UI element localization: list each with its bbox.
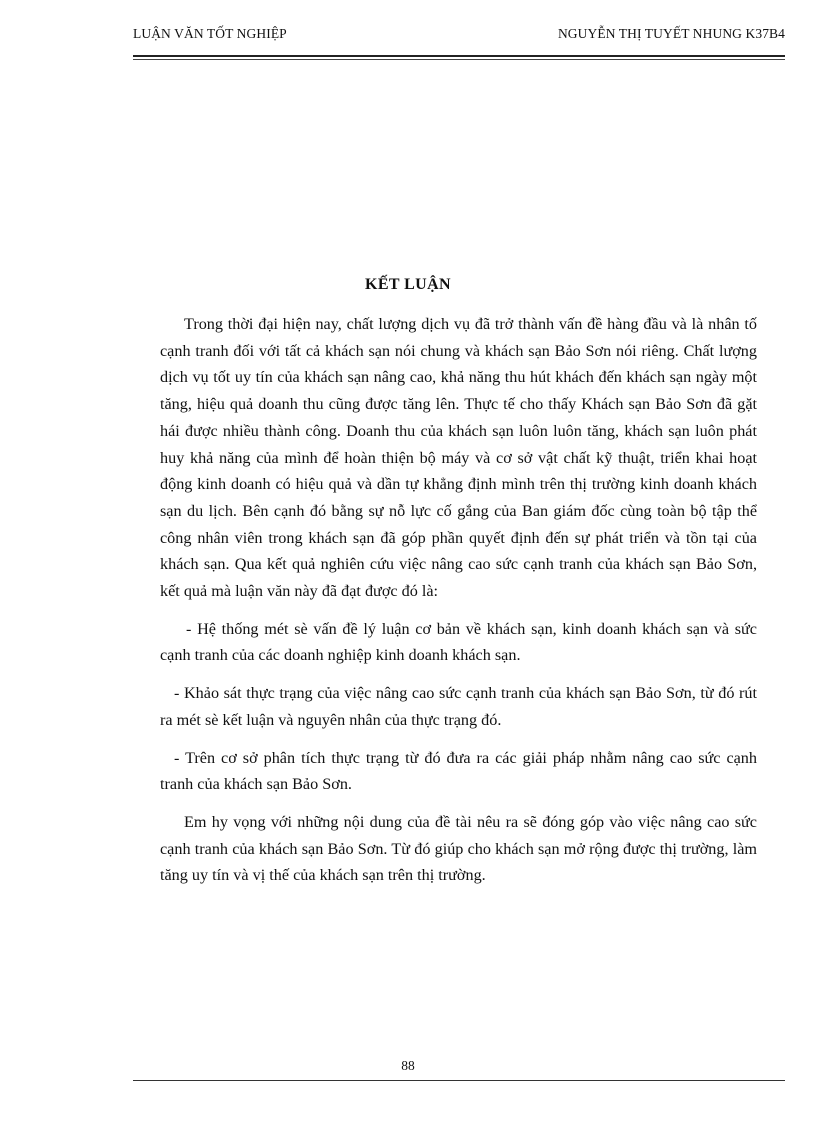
paragraph-closing: Em hy vọng với những nội dung của đề tài nêu ra sẽ đóng góp vào việc nâng cao sức cạnh tranh của khách sạn Bảo Sơn. Từ đó giúp cho khách sạn mở rộng được thị trường, làm tăng uy tín và vị thế của khách sạn trên thị trường. (160, 812, 757, 885)
footer-rule (133, 1080, 785, 1081)
header-thesis-title: LUẬN VĂN TỐT NGHIỆP (133, 26, 287, 41)
section-title: KẾT LUẬN (364, 276, 452, 293)
bullet-item: - Khảo sát thực trạng của việc nâng cao sức cạnh tranh của khách sạn Bảo Sơn, từ đó rút ra mét sè kết luận và nguyên nhân của thực trạng đó. (160, 684, 757, 729)
body-text (160, 311, 757, 889)
header-rule-thick (133, 55, 785, 57)
header-rule-thin (133, 59, 785, 60)
header-author: NGUYỄN THỊ TUYẾT NHUNG K37B4 (557, 26, 785, 41)
bullet-item: - Trên cơ sở phân tích thực trạng từ đó đưa ra các giải pháp nhằm nâng cao sức cạnh tranh của khách sạn Bảo Sơn. (160, 748, 757, 794)
page-header (133, 26, 785, 48)
bullet-item: - Hệ thống mét sè vấn đề lý luận cơ bản về khách sạn, kinh doanh khách sạn và sức cạnh tranh của các doanh nghiệp kinh doanh khách sạn. (160, 619, 757, 665)
paragraph-intro: Trong thời đại hiện nay, chất lượng dịch vụ đã trở thành vấn đề hàng đầu và là nhân tố cạnh tranh đối với tất cả khách sạn nói chung và khách sạn Bảo Sơn nói riêng. Chất lượng dịch vụ tốt uy tín của khách sạn nâng cao, khả năng thu hút khách đến khách sạn ngày một tăng, hiệu quả doanh thu cũng được tăng lên. Thực tế cho thấy Khách sạn Bảo Sơn đã gặt hái được nhiều thành công. Doanh thu của khách sạn luôn luôn tăng, khách sạn luôn phát huy khả năng của mình để hoàn thiện bộ máy và cơ sở vật chất kỹ thuật, triển khai hoạt động kinh doanh có hiệu quả và dần tự khẳng định mình trên thị trường kinh doanh khách sạn du lịch. Bên cạnh đó bằng sự nỗ lực cố gắng của Ban giám đốc cùng toàn bộ tập thể công nhân viên trong khách sạn đã góp phần quyết định đến sự phát triển và tồn tại của khách sạn. Qua kết quả nghiên cứu việc nâng cao sức cạnh tranh của khách sạn Bảo Sơn, kết quả mà luận văn này đã đạt được đó là: (160, 315, 757, 601)
page-number: 88 (401, 1058, 415, 1073)
